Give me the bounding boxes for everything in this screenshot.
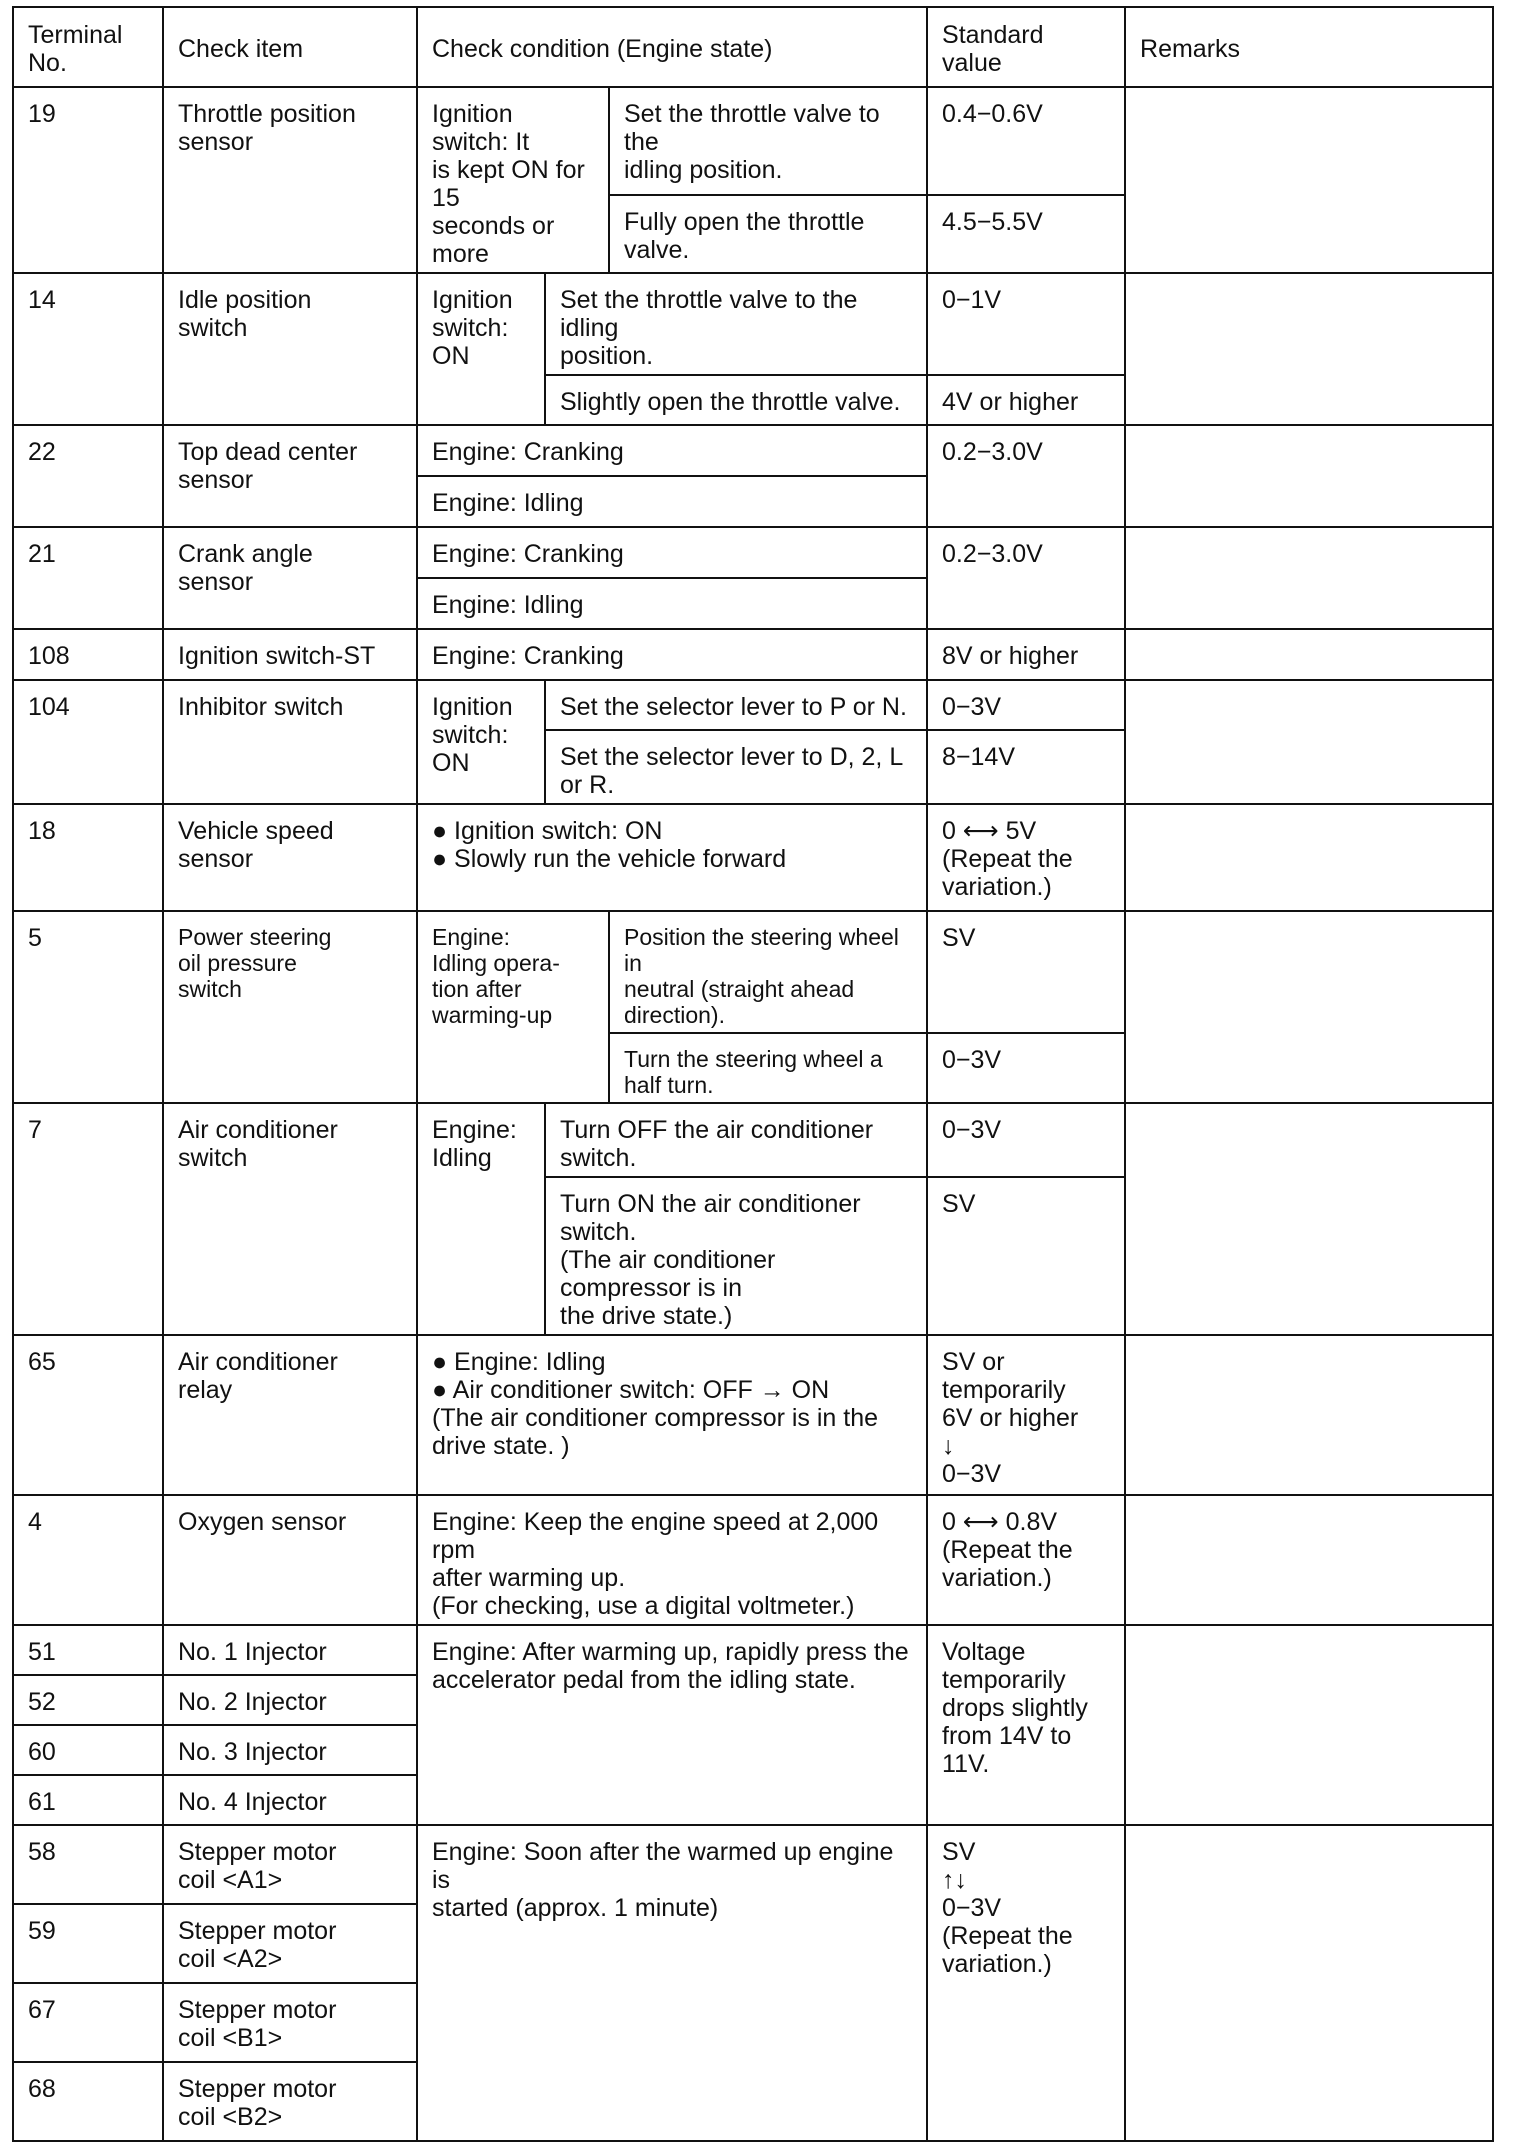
check-condition: Engine: Idling opera- tion after warming-up: [417, 911, 609, 1103]
terminal-no: 21: [13, 527, 163, 629]
standard-value: 4V or higher: [927, 375, 1125, 425]
terminal-no: 61: [13, 1775, 163, 1825]
check-item: No. 2 Injector: [163, 1675, 417, 1725]
check-condition: Engine: Soon after the warmed up engine is started (approx. 1 minute): [417, 1825, 927, 2141]
terminal-no: 14: [13, 273, 163, 425]
check-condition: Ignition switch: ON: [417, 680, 545, 804]
check-condition: Engine: Keep the engine speed at 2,000 rpm after warming up. (For checking, use a digital voltmeter.): [417, 1495, 927, 1625]
terminal-no: 59: [13, 1904, 163, 1983]
header-check-condition: Check condition (Engine state): [417, 7, 927, 87]
check-condition: ● Engine: Idling ● Air conditioner switch: OFF → ON (The air conditioner compressor is in the drive state. ): [417, 1335, 927, 1495]
sub-condition: Set the selector lever to P or N.: [545, 680, 927, 730]
remarks-cell: [1125, 629, 1493, 680]
remarks-cell: [1125, 680, 1493, 804]
standard-value: 0−3V: [927, 1103, 1125, 1177]
check-condition: Engine: After warming up, rapidly press the accelerator pedal from the idling state.: [417, 1625, 927, 1825]
header-terminal-no: Terminal No.: [13, 7, 163, 87]
terminal-check-table: [12, 6, 1494, 2142]
terminal-no: 104: [13, 680, 163, 804]
check-item: Stepper motor coil <A1>: [163, 1825, 417, 1904]
terminal-no: 18: [13, 804, 163, 911]
sub-condition: Slightly open the throttle valve.: [545, 375, 927, 425]
check-item: Vehicle speed sensor: [163, 804, 417, 911]
check-item: No. 3 Injector: [163, 1725, 417, 1775]
remarks-cell: [1125, 425, 1493, 527]
table-row: [13, 804, 1493, 911]
standard-value: 0−3V: [927, 1033, 1125, 1103]
remarks-cell: [1125, 1335, 1493, 1495]
check-condition: Engine: Idling: [417, 578, 927, 629]
sub-condition: Turn the steering wheel a half turn.: [609, 1033, 927, 1103]
remarks-cell: [1125, 1825, 1493, 2141]
check-condition: ● Ignition switch: ON ● Slowly run the vehicle forward: [417, 804, 927, 911]
check-condition: Engine: Cranking: [417, 527, 927, 578]
standard-value: SV or temporarily 6V or higher ↓ 0−3V: [927, 1335, 1125, 1495]
check-item: No. 4 Injector: [163, 1775, 417, 1825]
sub-condition: Set the throttle valve to the idling position.: [545, 273, 927, 375]
sub-condition: Position the steering wheel in neutral (straight ahead direction).: [609, 911, 927, 1033]
terminal-no: 67: [13, 1983, 163, 2062]
remarks-cell: [1125, 1103, 1493, 1335]
header-check-item: Check item: [163, 7, 417, 87]
terminal-no: 4: [13, 1495, 163, 1625]
table-row: [13, 629, 1493, 680]
sub-condition: Fully open the throttle valve.: [609, 195, 927, 273]
standard-value: 0−3V: [927, 680, 1125, 730]
check-item: Air conditioner switch: [163, 1103, 417, 1335]
table-row: [13, 527, 1493, 578]
table-row: [13, 425, 1493, 476]
table-row: [13, 1825, 1493, 1904]
table-row: [13, 1495, 1493, 1625]
check-condition: Engine: Cranking: [417, 629, 927, 680]
check-condition: Engine: Idling: [417, 1103, 545, 1335]
check-item: Idle position switch: [163, 273, 417, 425]
check-item: Power steering oil pressure switch: [163, 911, 417, 1103]
terminal-no: 51: [13, 1625, 163, 1675]
table-row: [13, 87, 1493, 195]
terminal-no: 60: [13, 1725, 163, 1775]
terminal-no: 58: [13, 1825, 163, 1904]
table-row: [13, 1103, 1493, 1177]
remarks-cell: [1125, 87, 1493, 273]
table-row: [13, 1335, 1493, 1495]
check-item: Stepper motor coil <B1>: [163, 1983, 417, 2062]
check-condition: Engine: Cranking: [417, 425, 927, 476]
sub-condition: Turn OFF the air conditioner switch.: [545, 1103, 927, 1177]
terminal-no: 108: [13, 629, 163, 680]
sub-condition: Set the selector lever to D, 2, L or R.: [545, 730, 927, 804]
remarks-cell: [1125, 1495, 1493, 1625]
standard-value: 4.5−5.5V: [927, 195, 1125, 273]
table-row: [13, 680, 1493, 730]
check-item: Crank angle sensor: [163, 527, 417, 629]
terminal-no: 7: [13, 1103, 163, 1335]
remarks-cell: [1125, 527, 1493, 629]
header-row: [13, 7, 1493, 87]
standard-value: SV: [927, 911, 1125, 1033]
standard-value: SV: [927, 1177, 1125, 1335]
check-condition: Ignition switch: ON: [417, 273, 545, 425]
standard-value: 0.2−3.0V: [927, 425, 1125, 527]
table-row: [13, 911, 1493, 1033]
check-item: No. 1 Injector: [163, 1625, 417, 1675]
sub-condition: Set the throttle valve to the idling position.: [609, 87, 927, 195]
standard-value: 0.2−3.0V: [927, 527, 1125, 629]
table-row: [13, 1625, 1493, 1675]
standard-value: 8V or higher: [927, 629, 1125, 680]
terminal-no: 68: [13, 2062, 163, 2141]
remarks-cell: [1125, 1625, 1493, 1825]
standard-value: 0.4−0.6V: [927, 87, 1125, 195]
sub-condition: Turn ON the air conditioner switch. (The air conditioner compressor is in the drive state.): [545, 1177, 927, 1335]
check-item: Top dead center sensor: [163, 425, 417, 527]
terminal-no: 65: [13, 1335, 163, 1495]
check-item: Throttle position sensor: [163, 87, 417, 273]
check-item: Inhibitor switch: [163, 680, 417, 804]
standard-value: 8−14V: [927, 730, 1125, 804]
remarks-cell: [1125, 911, 1493, 1103]
standard-value: 0−1V: [927, 273, 1125, 375]
check-condition: Ignition switch: It is kept ON for 15 seconds or more: [417, 87, 609, 273]
remarks-cell: [1125, 273, 1493, 425]
header-standard-value: Standard value: [927, 7, 1125, 87]
check-item: Oxygen sensor: [163, 1495, 417, 1625]
standard-value: 0 ⟷ 0.8V (Repeat the variation.): [927, 1495, 1125, 1625]
terminal-no: 52: [13, 1675, 163, 1725]
table-row: [13, 273, 1493, 375]
standard-value: SV ↑↓ 0−3V (Repeat the variation.): [927, 1825, 1125, 2141]
check-item: Ignition switch-ST: [163, 629, 417, 680]
check-item: Stepper motor coil <B2>: [163, 2062, 417, 2141]
standard-value: 0 ⟷ 5V (Repeat the variation.): [927, 804, 1125, 911]
check-item: Air conditioner relay: [163, 1335, 417, 1495]
terminal-no: 5: [13, 911, 163, 1103]
header-remarks: Remarks: [1125, 7, 1493, 87]
terminal-no: 19: [13, 87, 163, 273]
check-condition: Engine: Idling: [417, 476, 927, 527]
standard-value: Voltage temporarily drops slightly from 14V to 11V.: [927, 1625, 1125, 1825]
terminal-no: 22: [13, 425, 163, 527]
check-item: Stepper motor coil <A2>: [163, 1904, 417, 1983]
remarks-cell: [1125, 804, 1493, 911]
